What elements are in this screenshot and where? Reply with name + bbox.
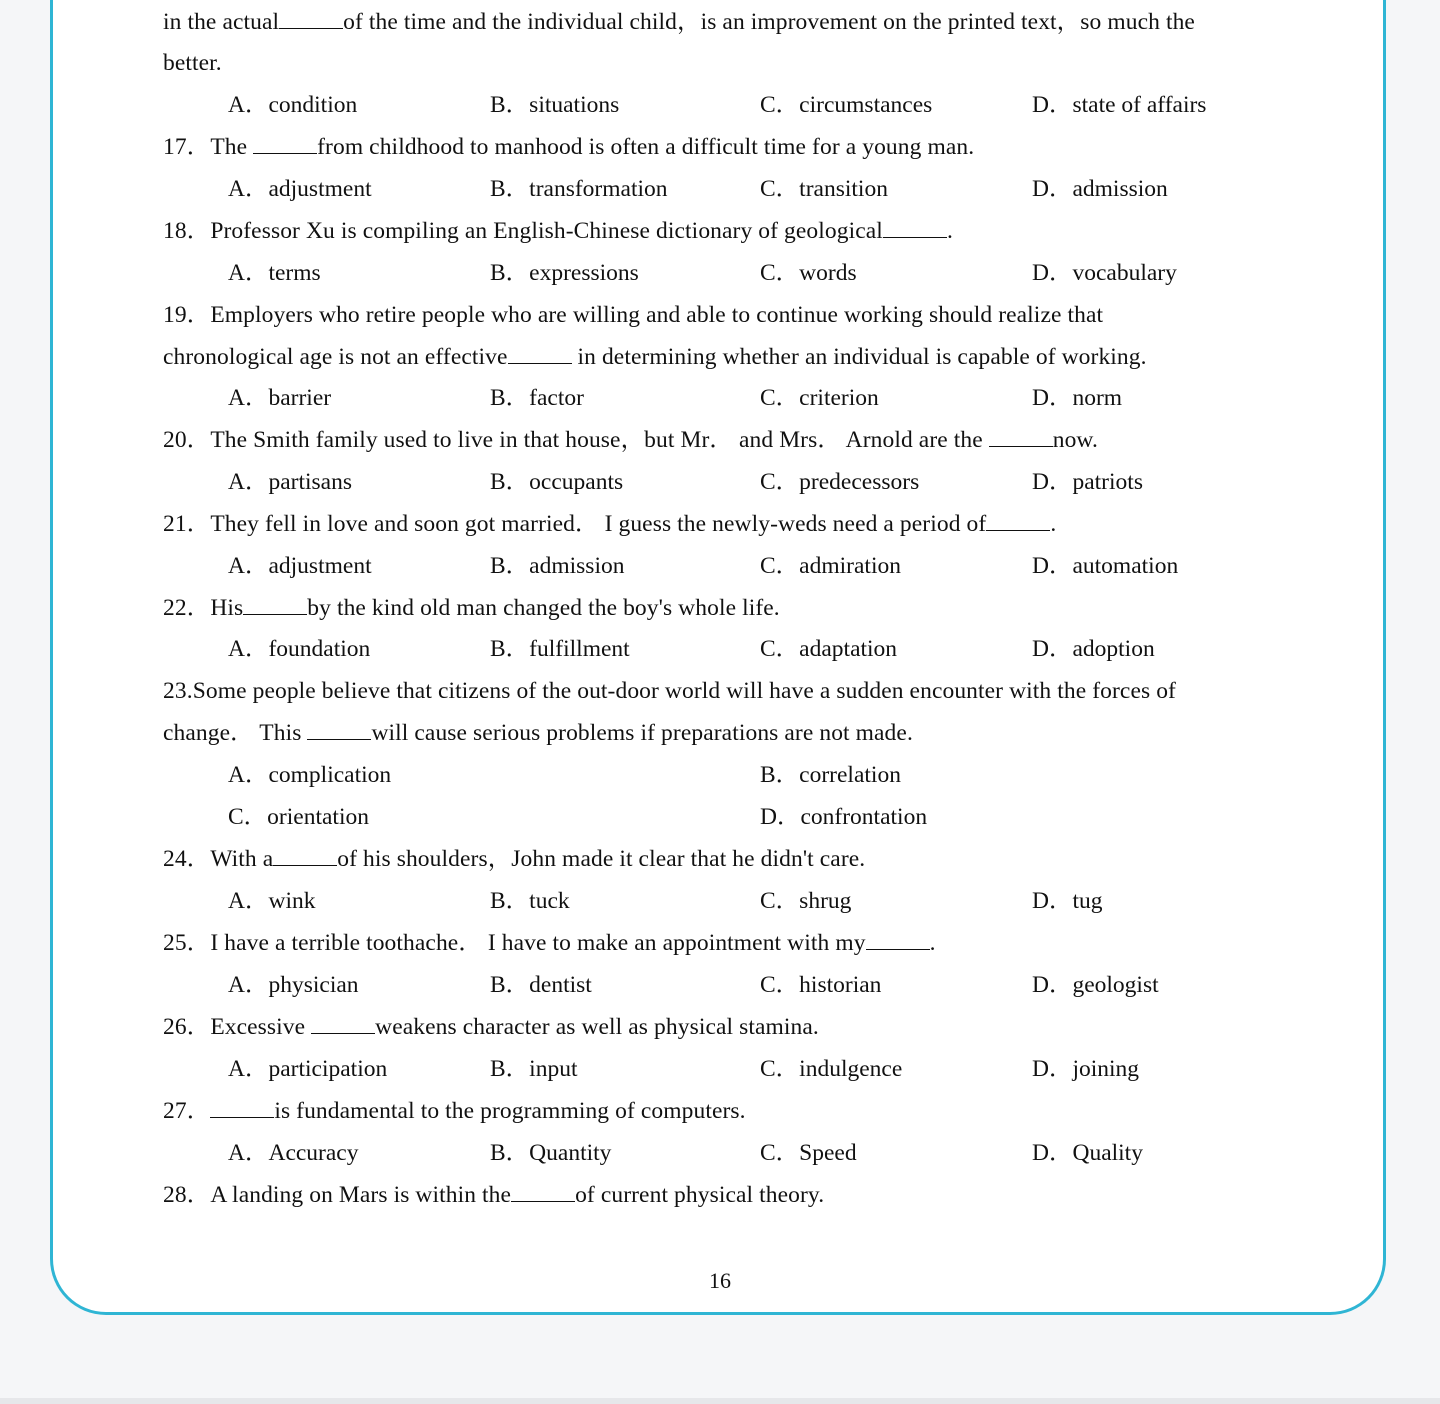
option-a: A．adjustment: [228, 176, 372, 202]
text: Some people believe that citizens of the out-door world will have a sudden encounter with the forces of: [192, 678, 1176, 704]
option-b: B．factor: [490, 385, 584, 411]
option-d: D．vocabulary: [1032, 260, 1177, 286]
text: in the actual: [163, 9, 280, 35]
option-b: B．Quantity: [490, 1140, 612, 1166]
option-d: D．admission: [1032, 176, 1168, 202]
option-a: A．adjustment: [228, 553, 372, 579]
option-a: A．partisans: [228, 469, 353, 495]
option-a: A．physician: [228, 972, 359, 998]
question-number: 22．: [163, 595, 211, 621]
answer-blank: [989, 426, 1053, 447]
text: from childhood to manhood is often a difficult time for a young man.: [317, 134, 975, 160]
text: of his shoulders，John made it clear that he didn't care.: [337, 846, 866, 872]
question-number: 19．: [163, 302, 211, 328]
question-18: [163, 216, 953, 246]
option-d: D．patriots: [1032, 469, 1143, 495]
answer-blank: [279, 8, 343, 29]
question-number: 27．: [163, 1098, 211, 1124]
text: will cause serious problems if preparations are not made.: [371, 720, 913, 746]
option-d: D．state of affairs: [1032, 92, 1207, 118]
question-23-line2: [163, 718, 913, 748]
option-b: B．dentist: [490, 972, 592, 998]
text: A landing on Mars is within the: [210, 1182, 512, 1208]
option-b: B．correlation: [760, 762, 901, 788]
answer-blank: [508, 343, 572, 364]
text: .: [1050, 511, 1057, 537]
option-b: B．tuck: [490, 888, 570, 914]
option-b: B．fulfillment: [490, 636, 630, 662]
option-a: A．Accuracy: [228, 1140, 359, 1166]
option-c: C．Speed: [760, 1140, 857, 1166]
text: is fundamental to the programming of computers.: [274, 1098, 746, 1124]
text: in determining whether an individual is capable of working.: [571, 344, 1147, 370]
option-d: D．adoption: [1032, 636, 1155, 662]
option-c: C．historian: [760, 972, 882, 998]
question-24: [163, 844, 865, 874]
question-22: [163, 593, 780, 623]
option-c: C．adaptation: [760, 636, 898, 662]
question-25: [163, 928, 936, 958]
text: His: [210, 595, 244, 621]
option-b: B．admission: [490, 553, 625, 579]
option-d: D．geologist: [1032, 972, 1159, 998]
answer-blank: [253, 133, 317, 154]
text: The Smith family used to live in that house，but Mr． and Mrs． Arnold are the: [210, 427, 989, 453]
option-c: C．words: [760, 260, 857, 286]
question-21: [163, 509, 1056, 539]
option-c: C．transition: [760, 176, 888, 202]
option-a: A．terms: [228, 260, 321, 286]
text: of current physical theory.: [575, 1182, 825, 1208]
page-number: 16: [709, 1268, 731, 1293]
option-a: A．foundation: [228, 636, 371, 662]
question-16-line2: better.: [163, 50, 222, 76]
option-d: D．confrontation: [760, 804, 928, 830]
option-c: C．predecessors: [760, 469, 920, 495]
option-a: A．wink: [228, 888, 316, 914]
answer-blank: [986, 510, 1050, 531]
option-d: D．automation: [1032, 553, 1179, 579]
option-d: D．joining: [1032, 1056, 1140, 1082]
question-number: 26．: [163, 1014, 211, 1040]
question-23-line1: [163, 676, 1176, 706]
text: now.: [1052, 427, 1098, 453]
question-number: 24．: [163, 846, 211, 872]
answer-blank: [311, 1013, 375, 1034]
option-b: B．situations: [490, 92, 620, 118]
option-a: A．complication: [228, 762, 392, 788]
text: I have a terrible toothache． I have to make an appointment with my: [210, 930, 866, 956]
answer-blank: [883, 217, 947, 238]
answer-blank: [210, 1097, 274, 1118]
option-c: C．admiration: [760, 553, 901, 579]
question-19-line1: [163, 300, 1103, 330]
text: With a: [210, 846, 274, 872]
answer-blank: [243, 594, 307, 615]
question-number: 23.: [163, 678, 193, 704]
option-c: C．criterion: [760, 385, 879, 411]
answer-blank: [866, 929, 930, 950]
option-d: D．Quality: [1032, 1140, 1143, 1166]
question-19-line2: [163, 342, 1147, 372]
option-a: A．condition: [228, 92, 358, 118]
question-number: 21．: [163, 511, 211, 537]
answer-blank: [511, 1181, 575, 1202]
text: chronological age is not an effective: [163, 344, 508, 370]
option-b: B．occupants: [490, 469, 624, 495]
option-d: D．tug: [1032, 888, 1103, 914]
option-d: D．norm: [1032, 385, 1123, 411]
text: Professor Xu is compiling an English-Chinese dictionary of geological: [210, 218, 883, 244]
answer-blank: [307, 719, 371, 740]
option-c: C．shrug: [760, 888, 852, 914]
text: Excessive: [210, 1014, 312, 1040]
option-c: C．orientation: [228, 804, 369, 830]
question-16-line1: [163, 7, 1195, 37]
question-20: [163, 425, 1098, 455]
answer-blank: [273, 845, 337, 866]
text: by the kind old man changed the boy's whole life.: [307, 595, 780, 621]
question-number: 17．: [163, 134, 211, 160]
text: change． This: [163, 720, 308, 746]
text: The: [210, 134, 254, 160]
question-number: 25．: [163, 930, 211, 956]
option-c: C．circumstances: [760, 92, 933, 118]
text: .: [929, 930, 936, 956]
option-b: B．expressions: [490, 260, 639, 286]
question-26: [163, 1012, 819, 1042]
question-17: [163, 132, 974, 162]
question-27: [163, 1096, 746, 1126]
text: .: [946, 218, 953, 244]
question-28: [163, 1180, 824, 1210]
option-a: A．participation: [228, 1056, 388, 1082]
text: They fell in love and soon got married． I guess the newly-weds need a period of: [210, 511, 987, 537]
option-c: C．indulgence: [760, 1056, 903, 1082]
text: Employers who retire people who are willing and able to continue working should realize that: [210, 302, 1104, 328]
question-number: 28．: [163, 1182, 211, 1208]
text: weakens character as well as physical stamina.: [375, 1014, 819, 1040]
question-number: 18．: [163, 218, 211, 244]
option-b: B．transformation: [490, 176, 668, 202]
option-b: B．input: [490, 1056, 578, 1082]
viewer-bottom-edge: [0, 1398, 1440, 1404]
text: of the time and the individual child，is an improvement on the printed text，so much the: [343, 9, 1195, 35]
option-a: A．barrier: [228, 385, 332, 411]
question-number: 20．: [163, 427, 211, 453]
